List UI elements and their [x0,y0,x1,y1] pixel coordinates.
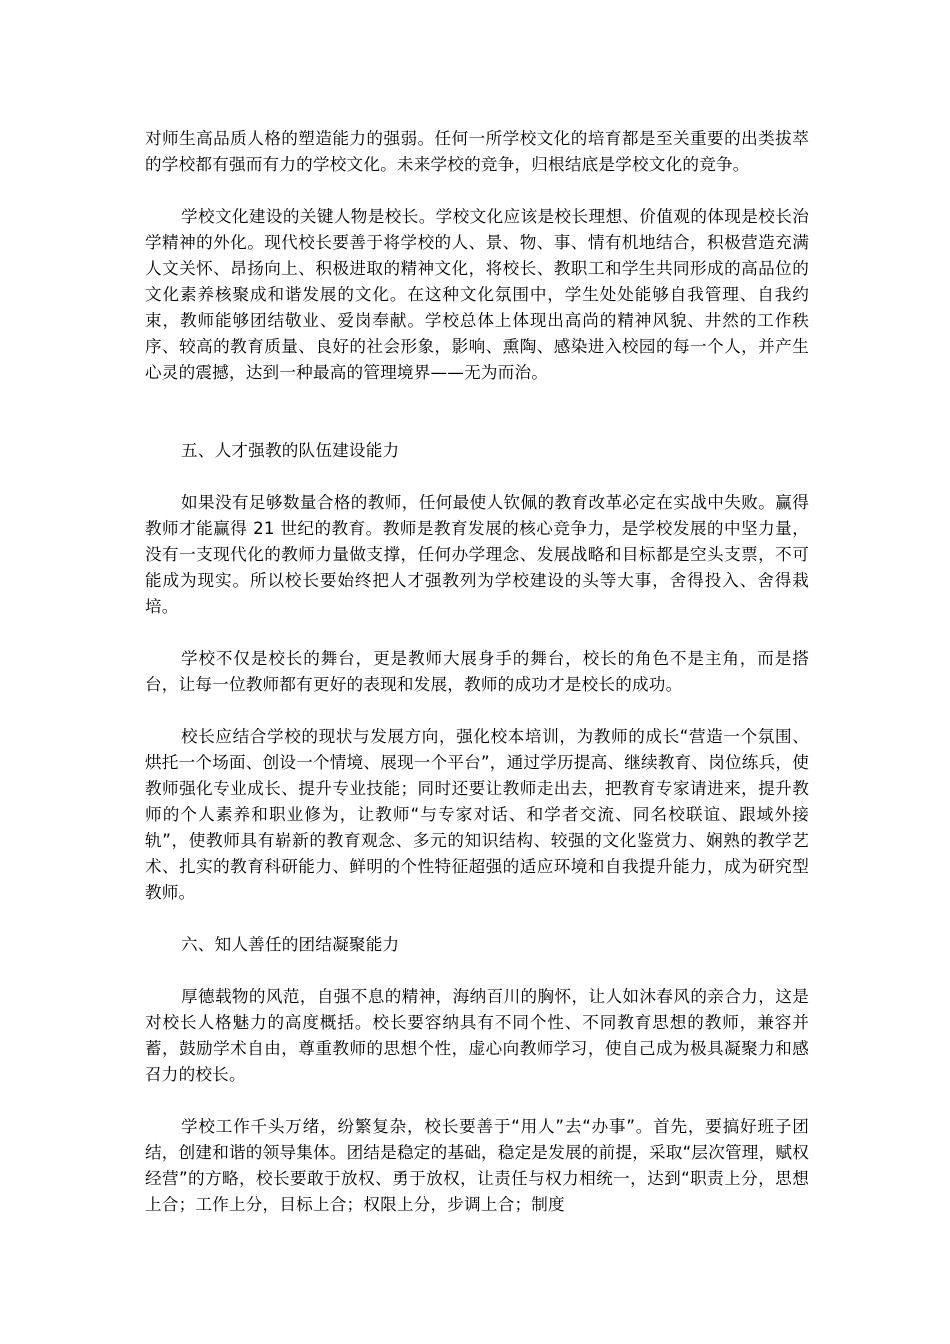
paragraph-gap [145,178,809,204]
section-heading-6: 六、知人善任的团结凝聚能力 [181,935,400,954]
paragraph-personal-charisma: 厚德载物的风范，自强不息的精神，海纳百川的胸怀，让人如沐春风的亲合力，这是对校长人格魅力的高度概括。校长要容纳具有不同个性、不同教育思想的教师，兼容并蓄，鼓励学术自由，尊重教师的思想个性，虚心向教师学习，使自己成为极具凝聚力和感召力的校长。 [145,987,809,1084]
paragraph-gap [145,1088,809,1114]
paragraph-gap [145,906,809,932]
paragraph-gap [145,620,809,646]
paragraph-gap [145,464,809,490]
paragraph-gap [145,386,809,438]
paragraph-school-based-training: 校长应结合学校的现状与发展方向，强化校本培训，为教师的成长“营造一个氛围、烘托一个场面、创设一个情境、展现一个平台”，通过学历提高、继续教育、岗位练兵，使教师强化专业成长、提升专业技能；同时还要让教师走出去，把教育专家请进来，提升教师的个人素养和职业修为，让教师“与专家对话、和学者交流、同名校联谊、跟域外接轨”，使教师具有崭新的教育观念、多元的知识结构、较强的文化鉴赏力、娴熟的教学艺术、扎实的教育科研能力、鲜明的个性特征超强的适应环境和自我提升能力，成为研究型教师。 [145,727,809,902]
paragraph-school-stage: 学校不仅是校长的舞台，更是教师大展身手的舞台，校长的角色不是主角，而是搭台，让每一位教师都有更好的表现和发展，教师的成功才是校长的成功。 [145,649,809,694]
paragraph-school-culture-competition: 对师生高品质人格的塑造能力的强弱。任何一所学校文化的培育都是至关重要的出类拔萃的学校都有强而有力的学校文化。未来学校的竞争，归根结底是学校文化的竞争。 [145,129,809,174]
document-page [145,126,809,1218]
paragraph-principal-key-role: 学校文化建设的关键人物是校长。学校文化应该是校长理想、价值观的体现是校长治学精神的外化。现代校长要善于将学校的人、景、物、事、情有机地结合，积极营造充满人文关怀、昂扬向上、积极进取的精神文化，将校长、教职工和学生共同形成的高品位的文化素养核聚成和谐发展的文化。在这种文化氛围中，学生处处能够自我管理、自我约束，教师能够团结敬业、爱岗奉献。学校总体上体现出高尚的精神风貌、井然的工作秩序、较高的教育质量、良好的社会形象，影响、熏陶、感染进入校园的每一个人，并产生心灵的震撼，达到一种最高的管理境界——无为而治。 [145,207,809,382]
paragraph-gap [145,698,809,724]
paragraph-team-unity: 学校工作千头万绪，纷繁复杂，校长要善于“用人”去“办事”。首先，要搞好班子团结，创建和谐的领导集体。团结是稳定的基础，稳定是发展的前提，采取“层次管理，赋权经营”的方略，校长要敢于放权、勇于放权，让责任与权力相统一，达到“职责上分，思想上合；工作上分，目标上合；权限上分，步调上合；制度 [145,1117,809,1214]
paragraph-gap [145,958,809,984]
section-heading-5: 五、人才强教的队伍建设能力 [181,441,400,460]
paragraph-teachers-core-competitiveness: 如果没有足够数量合格的教师，任何最使人钦佩的教育改革必定在实战中失败。赢得教师才能赢得 21 世纪的教育。教师是教育发展的核心竞争力，是学校发展的中坚力量，没有一支现代化的教师力量做支撑，任何办学理念、发展战略和目标都是空头支票，不可能成为现实。所以校长要始终把人才强教列为学校建设的头等大事，舍得投入、舍得栽培。 [145,493,809,616]
